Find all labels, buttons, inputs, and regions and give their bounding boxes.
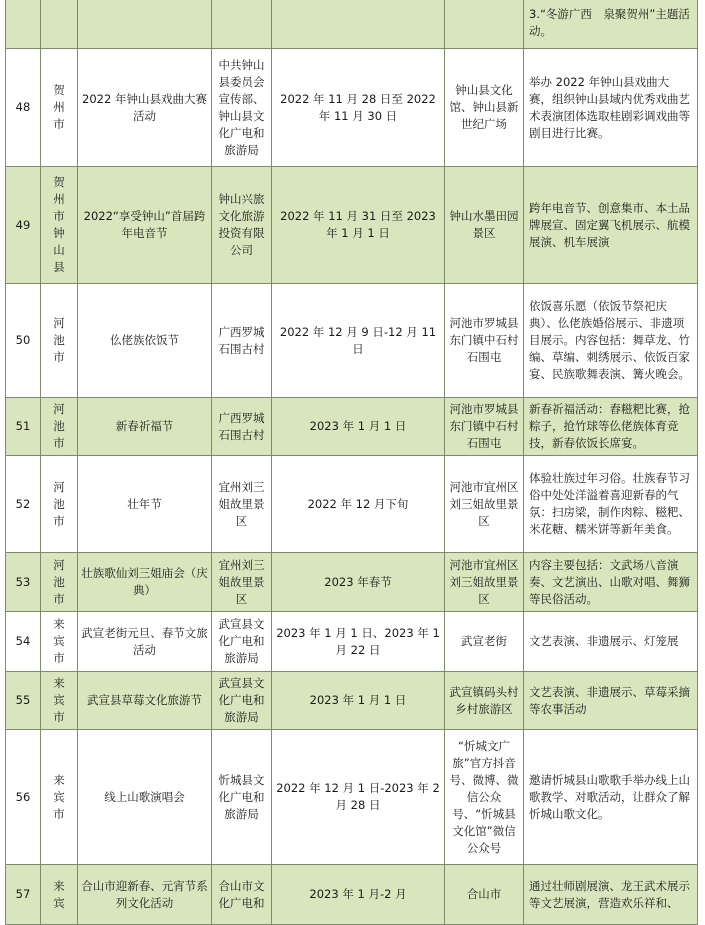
table-row	[6, 553, 698, 612]
cell-date: 2023 年 1 月 1 日	[272, 672, 445, 730]
cell-no: 55	[6, 672, 41, 730]
cell-org: 忻城县文化广电和旅游局	[212, 730, 272, 865]
table-row	[6, 730, 698, 865]
cell-name	[78, 0, 212, 49]
table-row	[6, 49, 698, 167]
cell-name: 线上山歌演唱会	[78, 730, 212, 865]
cell-desc: 文艺表演、非遗展示、灯笼展	[524, 612, 698, 672]
events-table	[5, 0, 698, 925]
cell-city	[41, 0, 78, 49]
cell-name: 武宣老街元旦、春节文旅活动	[78, 612, 212, 672]
cell-org: 广西罗城石围古村	[212, 398, 272, 456]
cell-date: 2022 年 12 月 9 日-12 月 11 日	[272, 284, 445, 398]
cell-no: 48	[6, 49, 41, 167]
cell-place	[445, 0, 524, 49]
cell-desc: 内容主要包括：文武场八音演奏、文艺演出、山歌对唱、舞狮等民俗活动。	[524, 553, 698, 612]
cell-org: 中共钟山县委员会宣传部、钟山县文化广电和旅游局	[212, 49, 272, 167]
cell-org	[212, 0, 272, 49]
cell-org: 武宣县文化广电和旅游局	[212, 672, 272, 730]
cell-name: 新春祈福节	[78, 398, 212, 456]
cell-place: 武宣老街	[445, 612, 524, 672]
cell-city: 来宾	[41, 865, 78, 925]
table-row	[6, 167, 698, 284]
cell-city: 贺州市钟山县	[41, 167, 78, 284]
cell-desc: 3.“冬游广西 泉聚贺州”主题活动。	[524, 0, 698, 49]
cell-city: 河池市	[41, 456, 78, 553]
cell-place: 河池市宜州区刘三姐故里景区	[445, 553, 524, 612]
cell-place: 武宣镇码头村乡村旅游区	[445, 672, 524, 730]
cell-no: 51	[6, 398, 41, 456]
cell-city: 河池市	[41, 398, 78, 456]
cell-place: 钟山水墨田园景区	[445, 167, 524, 284]
cell-date: 2023 年 1 月 1 日	[272, 398, 445, 456]
cell-org: 合山市文化广电和	[212, 865, 272, 925]
cell-date: 2022 年 11 月 31 日至 2023 年 1 月 1 日	[272, 167, 445, 284]
cell-place: 河池市罗城县东门镇中石村石围屯	[445, 398, 524, 456]
cell-org: 宜州刘三姐故里景区	[212, 456, 272, 553]
cell-name: 武宣县草莓文化旅游节	[78, 672, 212, 730]
table-row	[6, 672, 698, 730]
cell-no: 56	[6, 730, 41, 865]
cell-desc: 跨年电音节、创意集市、本土品牌展宣、固定翼飞机展示、航模展演、机车展演	[524, 167, 698, 284]
cell-org: 广西罗城石围古村	[212, 284, 272, 398]
cell-org: 钟山兴旅文化旅游投资有限公司	[212, 167, 272, 284]
cell-desc: 依饭喜乐愿（依饭节祭祀庆典）、仫佬族婚俗展示、非遗项目展示。内容包括：舞草龙、竹编、草编、刺绣展示、依饭百家宴、民族歌舞表演、篝火晚会。	[524, 284, 698, 398]
cell-name: 壮年节	[78, 456, 212, 553]
cell-no: 57	[6, 865, 41, 925]
cell-org: 武宣县文化广电和旅游局	[212, 612, 272, 672]
cell-desc: 文艺表演、非遗展示、草莓采摘等农事活动	[524, 672, 698, 730]
cell-no: 52	[6, 456, 41, 553]
cell-date: 2023 年春节	[272, 553, 445, 612]
cell-no: 54	[6, 612, 41, 672]
table-row	[6, 865, 698, 925]
table-row	[6, 0, 698, 49]
cell-place: 河池市宜州区刘三姐故里景区	[445, 456, 524, 553]
cell-name: 合山市迎新春、元宵节系列文化活动	[78, 865, 212, 925]
cell-date: 2023 年 1 月-2 月	[272, 865, 445, 925]
cell-date: 2022 年 11 月 28 日至 2022 年 11 月 30 日	[272, 49, 445, 167]
cell-city: 河池市	[41, 284, 78, 398]
table-row	[6, 398, 698, 456]
cell-name: 壮族歌仙刘三姐庙会（庆典）	[78, 553, 212, 612]
cell-city: 来宾市	[41, 730, 78, 865]
cell-city: 河池市	[41, 553, 78, 612]
cell-desc: 举办 2022 年钟山县戏曲大赛，组织钟山县域内优秀戏曲艺术表演团体选取桂剧彩调戏曲等剧目进行比赛。	[524, 49, 698, 167]
cell-no	[6, 0, 41, 49]
cell-org: 宜州刘三姐故里景区	[212, 553, 272, 612]
cell-city: 来宾市	[41, 672, 78, 730]
cell-desc: 通过壮师剧展演、龙王武术展示等文艺展演，营造欢乐祥和、	[524, 865, 698, 925]
cell-no: 49	[6, 167, 41, 284]
cell-date: 2022 年 12 月 1 日-2023 年 2 月 28 日	[272, 730, 445, 865]
cell-desc: 邀请忻城县山歌歌手举办线上山歌教学、对歌活动，让群众了解忻城山歌文化。	[524, 730, 698, 865]
cell-no: 53	[6, 553, 41, 612]
cell-no: 50	[6, 284, 41, 398]
cell-date	[272, 0, 445, 49]
cell-place: 河池市罗城县东门镇中石村石围屯	[445, 284, 524, 398]
table-row	[6, 612, 698, 672]
cell-place: 合山市	[445, 865, 524, 925]
cell-date: 2023 年 1 月 1 日、2023 年 1 月 22 日	[272, 612, 445, 672]
cell-desc: 新春祈福活动：舂糍粑比赛，抢粽子，抢竹球等仫佬族体育竞技，新春依饭长席宴。	[524, 398, 698, 456]
cell-name: 2022“享受钟山”首届跨年电音节	[78, 167, 212, 284]
table-row	[6, 284, 698, 398]
cell-desc: 体验壮族过年习俗。壮族春节习俗中处处洋溢着喜迎新春的气氛：扫房梁，制作肉粽、糍粑、米花糖、糯米饼等新年美食。	[524, 456, 698, 553]
cell-date: 2022 年 12 月下旬	[272, 456, 445, 553]
cell-name: 仫佬族依饭节	[78, 284, 212, 398]
cell-place: “忻城文广旅”官方抖音号、微博、微信公众号、“忻城县文化馆”微信公众号	[445, 730, 524, 865]
table-row	[6, 456, 698, 553]
cell-place: 钟山县文化馆、钟山县新世纪广场	[445, 49, 524, 167]
cell-city: 来宾市	[41, 612, 78, 672]
cell-name: 2022 年钟山县戏曲大赛活动	[78, 49, 212, 167]
cell-city: 贺州市	[41, 49, 78, 167]
